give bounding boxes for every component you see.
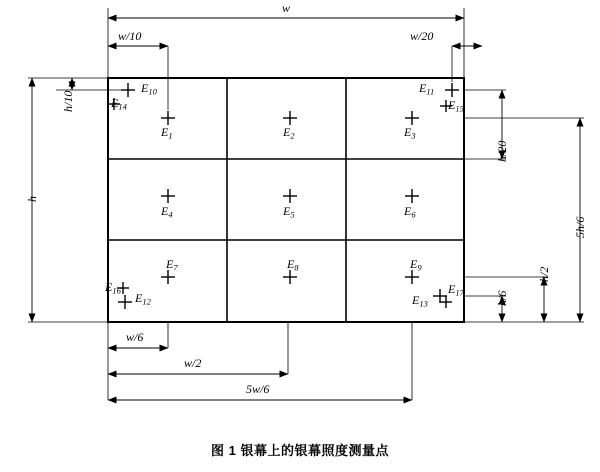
dimension-label-w-over-10: w/10 [118,29,142,43]
point-label-E15: $E_{15}$ [448,98,464,114]
measurement-crosses [108,83,459,309]
point-label-E10: $E_{10}$ [141,81,157,97]
dimension-label-5h-over-6: 5h/6 [573,216,587,238]
screen-rectangle [108,78,464,322]
figure-caption: 图 1 银幕上的银幕照度测量点 [211,443,389,458]
point-label-E2: $E_2$ [283,125,295,141]
point-label-E6: $E_6$ [404,204,416,220]
dimension-label-h-over-2: h/2 [537,266,551,282]
dimension-label-h-total: h [25,196,39,202]
point-label-E5: $E_5$ [283,204,295,220]
point-label-E3: $E_3$ [404,125,416,141]
point-label-E1: $E_1$ [161,125,173,141]
point-label-E14: $E_{14}$ [111,96,127,112]
point-label-E7: $E_7$ [166,257,178,273]
point-label-E16: $E_{16}$ [105,280,121,296]
point-label-E12: $E_{12}$ [135,291,151,307]
dimension-label-w-over-2: w/2 [184,356,202,370]
point-label-E11: $E_{11}$ [419,81,435,97]
dimension-label-w-over-6: w/6 [126,330,144,344]
dimension-label-w-over-20: w/20 [410,29,434,43]
extension-lines [25,8,587,400]
point-label-E9: $E_9$ [410,257,422,273]
point-label-E8: $E_8$ [287,257,299,273]
point-label-E17: $E_{17}$ [448,282,464,298]
point-label-E4: $E_4$ [161,204,173,220]
dimension-label-5w-over-6: 5w/6 [246,382,270,396]
dimension-label-h-over-6: h/6 [495,290,509,306]
dimension-label-w-total: w [282,1,291,15]
grid-lines [108,78,464,322]
point-label-E13: $E_{13}$ [412,293,428,309]
dimension-label-h-over-10: h/10 [61,90,75,112]
dimension-label-h-over-20: h/20 [495,140,509,162]
dimension-arrows [32,18,580,400]
